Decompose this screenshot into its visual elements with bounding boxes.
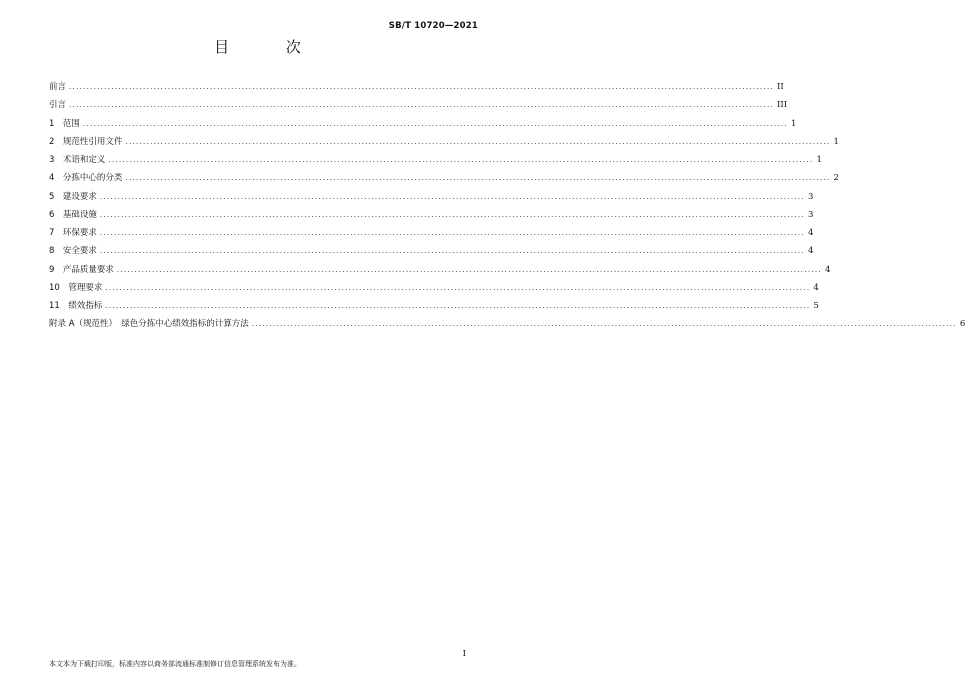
toc-entry-label: 4 分拣中心的分类 bbox=[49, 173, 123, 184]
toc-entry-label: 引言 bbox=[49, 100, 67, 111]
toc-leader-dots: ........................................................................................................................................................................................................ bbox=[105, 302, 811, 310]
toc-entry-classification[interactable] bbox=[49, 169, 839, 187]
toc-entry-label: 8 安全要求 bbox=[49, 246, 97, 257]
table-of-contents bbox=[49, 78, 965, 334]
toc-entry-label: 3 术语和定义 bbox=[49, 155, 106, 165]
footer-note: 本文本为下载打印版，标准内容以商务部流通标准制修订信息管理系统发布为准。 bbox=[49, 660, 301, 668]
toc-leader-dots: ........................................................................................................................................................................................................ bbox=[125, 137, 831, 146]
toc-entry-label: 11 绩效指标 bbox=[49, 301, 103, 311]
toc-leader-dots: ........................................................................................................................................................................................................ bbox=[99, 229, 805, 237]
toc-entry-page: 4 bbox=[824, 264, 831, 275]
toc-leader-dots: ........................................................................................................................................................................................................ bbox=[69, 83, 775, 91]
toc-entry-label: 附录 A（规范性） 绿色分拣中心绩效指标的计算方法 bbox=[49, 319, 249, 330]
toc-entry-normative-references[interactable] bbox=[49, 133, 839, 151]
toc-entry-label: 2 规范性引用文件 bbox=[49, 136, 123, 147]
toc-entry-page: 5 bbox=[813, 301, 819, 311]
toc-entry-label: 9 产品质量要求 bbox=[49, 264, 114, 275]
toc-entry-foreword[interactable] bbox=[49, 78, 784, 96]
toc-entry-page: 1 bbox=[816, 155, 822, 165]
toc-entry-page: 2 bbox=[833, 173, 839, 184]
toc-entry-label: 10 管理要求 bbox=[49, 282, 103, 293]
toc-entry-infrastructure[interactable] bbox=[49, 206, 814, 224]
toc-entry-safety[interactable] bbox=[49, 242, 814, 260]
toc-entry-page: 3 bbox=[807, 209, 814, 220]
toc-entry-page: 6 bbox=[959, 319, 965, 330]
toc-leader-dots: ........................................................................................................................................................................................................ bbox=[251, 320, 957, 329]
toc-entry-terms-definitions[interactable] bbox=[49, 151, 822, 169]
toc-entry-introduction[interactable] bbox=[49, 96, 788, 114]
toc-entry-environmental[interactable] bbox=[49, 224, 814, 242]
toc-leader-dots: ........................................................................................................................................................................................................ bbox=[99, 210, 805, 219]
toc-entry-annex-a[interactable] bbox=[49, 315, 965, 333]
toc-entry-label: 前言 bbox=[49, 82, 67, 92]
toc-leader-dots: ........................................................................................................................................................................................................ bbox=[99, 192, 805, 201]
toc-entry-scope[interactable] bbox=[49, 115, 797, 133]
toc-entry-performance[interactable] bbox=[49, 297, 819, 315]
toc-entry-label: 6 基础设施 bbox=[49, 209, 97, 220]
toc-entry-label: 1 范围 bbox=[49, 118, 80, 129]
toc-entry-page: 4 bbox=[813, 282, 819, 293]
toc-entry-page: III bbox=[777, 100, 788, 111]
toc-entry-page: 4 bbox=[807, 228, 814, 238]
toc-entry-construction[interactable] bbox=[49, 188, 814, 206]
toc-entry-management[interactable] bbox=[49, 279, 819, 297]
toc-entry-page: II bbox=[777, 82, 784, 92]
toc-leader-dots: ........................................................................................................................................................................................................ bbox=[105, 283, 811, 292]
page-number: I bbox=[462, 649, 466, 659]
toc-entry-label: 5 建设要求 bbox=[49, 191, 97, 202]
toc-entry-page: 1 bbox=[833, 136, 839, 147]
toc-leader-dots: ........................................................................................................................................................................................................ bbox=[108, 156, 814, 164]
toc-entry-page: 3 bbox=[807, 191, 814, 202]
toc-leader-dots: ........................................................................................................................................................................................................ bbox=[99, 247, 805, 256]
toc-entry-page: 4 bbox=[807, 246, 814, 257]
toc-leader-dots: ........................................................................................................................................................................................................ bbox=[82, 119, 788, 128]
toc-entry-product-quality[interactable] bbox=[49, 261, 831, 279]
standard-code: SB/T 10720—2021 bbox=[388, 21, 478, 31]
toc-leader-dots: ........................................................................................................................................................................................................ bbox=[125, 174, 831, 183]
toc-entry-page: 1 bbox=[790, 118, 797, 129]
toc-leader-dots: ........................................................................................................................................................................................................ bbox=[69, 101, 775, 110]
toc-leader-dots: ........................................................................................................................................................................................................ bbox=[116, 265, 822, 274]
toc-entry-label: 7 环保要求 bbox=[49, 228, 97, 238]
page-title: 目 次 bbox=[214, 38, 327, 56]
